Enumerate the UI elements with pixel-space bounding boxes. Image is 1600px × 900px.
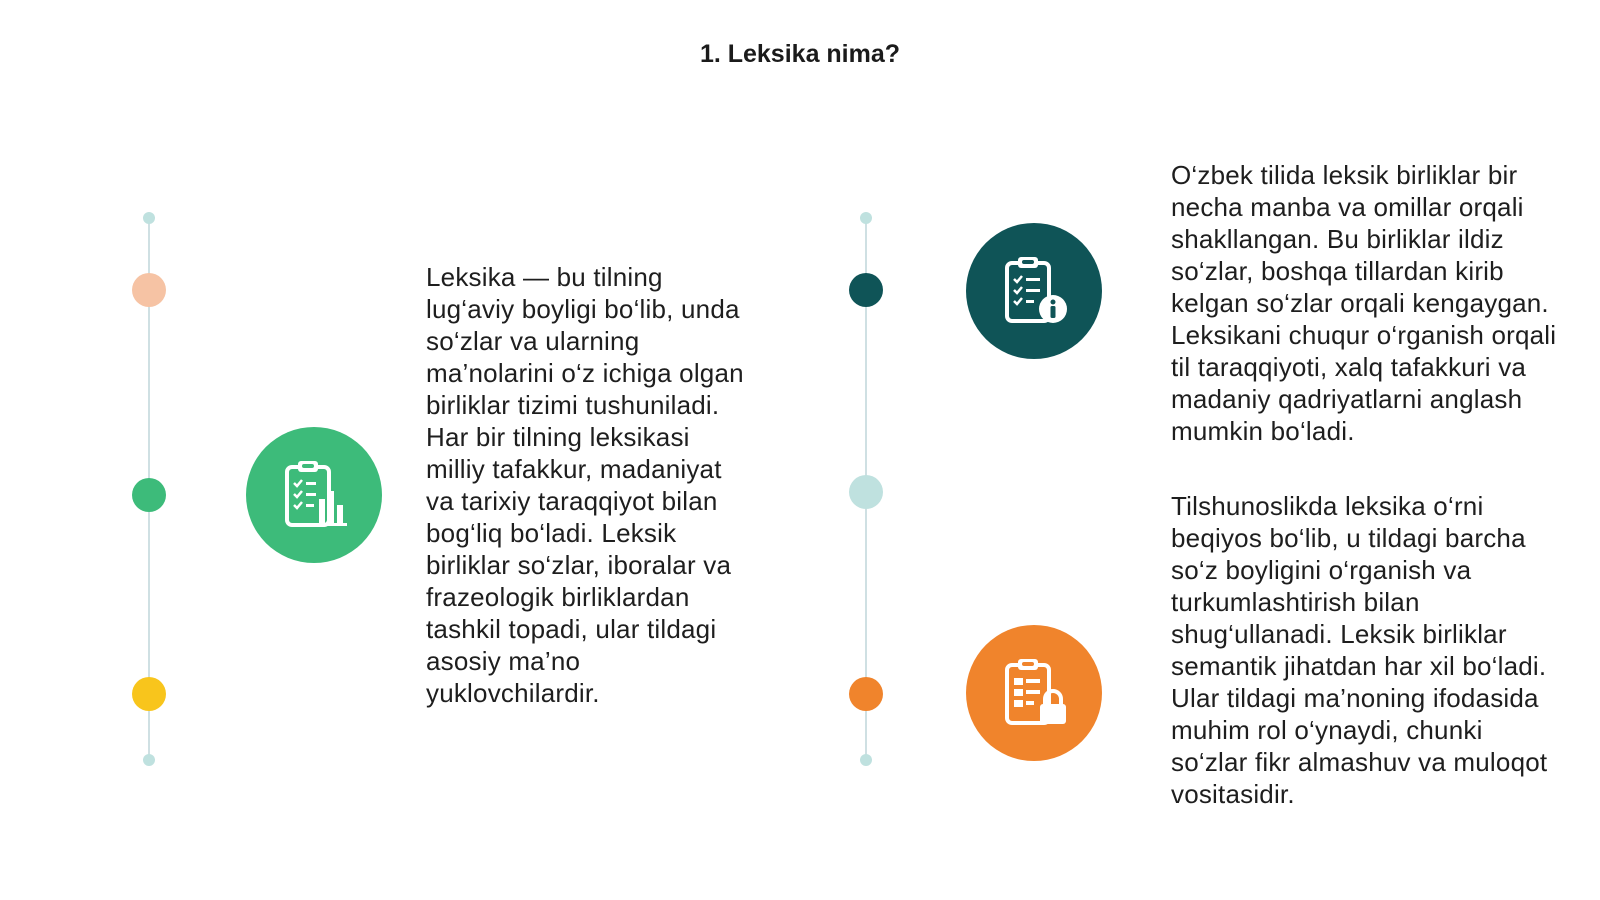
left-timeline-top-dot (143, 212, 155, 224)
right-timeline (846, 210, 886, 770)
left-paragraph-text: Leksika — bu tilning lug‘aviy boyligi bo‘lib, unda so‘zlar va ularning ma’nolarini o‘z ichiga olgan birliklar tizimi tushuniladi. Har bir tilning leksikasi milliy tafakkur, madaniyat va tarixiy taraqqiyot bilan bog‘liq bo‘ladi. Leksik birliklar so‘zlar, iboralar va frazeologik birliklardan tashkil topadi, ular tildagi asosiy ma’no yuklovchilardir. (426, 262, 744, 708)
left-timeline-bottom-dot (143, 754, 155, 766)
clipboard-lock-icon (966, 625, 1102, 761)
right-timeline-light-dot (849, 475, 883, 509)
right-timeline-top-dot (860, 212, 872, 224)
left-timeline-peach-dot (132, 273, 166, 307)
right-paragraph-1-text: O‘zbek tilida leksik birliklar bir necha manba va omillar orqali shakllangan. Bu birliklar ildiz so‘zlar, boshqa tillardan kirib kelgan so‘zlar orqali kengaygan. Leksikani chuqur o‘rganish orqali til taraqqiyoti, xalq tafakkuri va madaniy qadriyatlarni anglash mumkin bo‘ladi. (1171, 160, 1557, 446)
slide-title: 1. Leksika nima? (699, 40, 901, 68)
right-timeline-bottom-dot (860, 754, 872, 766)
clipboard-chart-icon (246, 427, 382, 563)
right-paragraph-2-text: Tilshunoslikda leksika o‘rni beqiyos bo‘lib, u tildagi barcha so‘z boyligini o‘rganish va turkumlashtirish bilan shug‘ullanadi. Leksik birliklar semantik jihatdan har xil bo‘ladi. Ular tildagi ma’noning ifodasida muhim rol o‘ynaydi, chunki so‘zlar fikr almashuv va muloqot vositasidir. (1171, 491, 1548, 809)
left-paragraph (426, 261, 756, 709)
right-paragraph-2 (1171, 490, 1561, 810)
left-timeline (129, 210, 169, 770)
right-paragraph-1 (1171, 159, 1561, 447)
left-timeline-yellow-dot (132, 677, 166, 711)
right-timeline-teal-dot (849, 273, 883, 307)
clipboard-info-icon (966, 223, 1102, 359)
right-timeline-orange-dot (849, 677, 883, 711)
left-timeline-green-dot (132, 478, 166, 512)
